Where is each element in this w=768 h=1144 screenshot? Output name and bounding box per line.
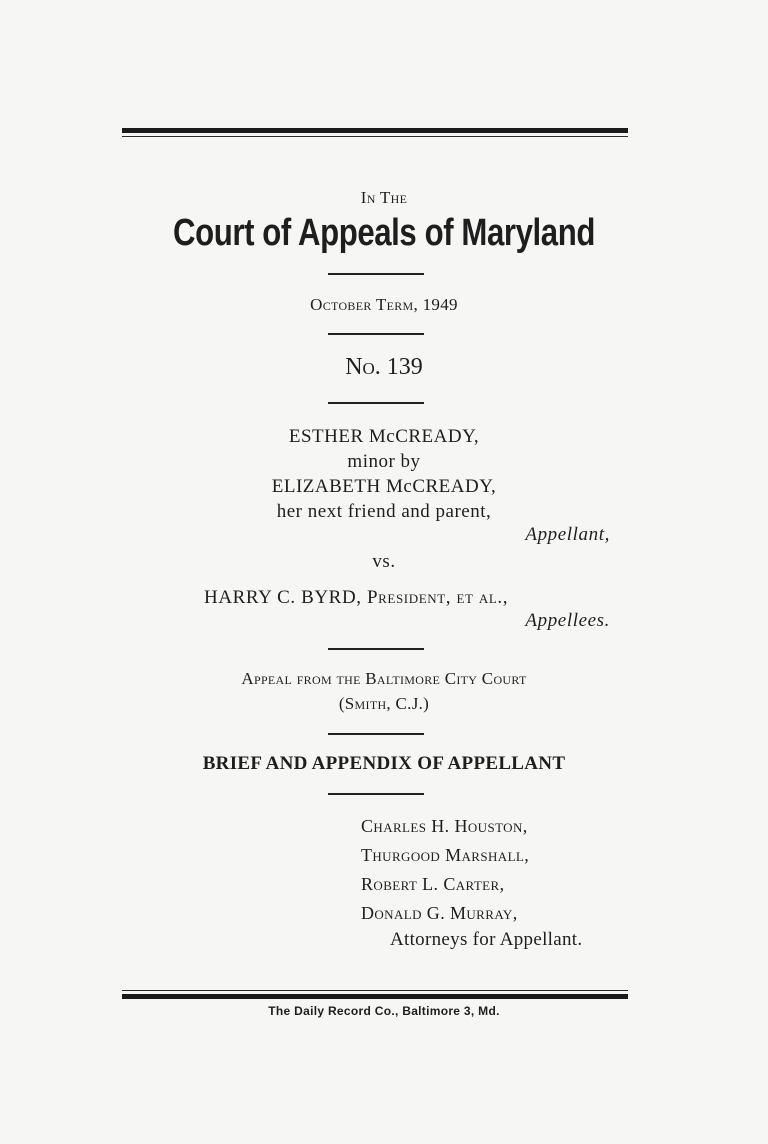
appeal-from-line: Appeal from the Baltimore City Court xyxy=(241,669,527,688)
attorneys-role: Attorneys for Appellant. xyxy=(390,929,583,950)
term-label: October Term, 1949 xyxy=(310,295,458,314)
top-thin-rule xyxy=(122,136,628,137)
appellant-guardian-relation: her next friend and parent, xyxy=(276,501,492,522)
separator-3 xyxy=(328,402,424,404)
appellant-minor-by: minor by xyxy=(347,451,421,472)
attorney-name-4: Donald G. Murray, xyxy=(361,903,518,923)
brief-title: BRIEF AND APPENDIX OF APPELLANT xyxy=(202,753,566,774)
attorney-name-2: Thurgood Marshall, xyxy=(361,845,530,865)
in-the-label: In The xyxy=(360,188,408,207)
printer-credit: The Daily Record Co., Baltimore 3, Md. xyxy=(268,1004,500,1018)
appellant-role: Appellant, xyxy=(525,524,610,545)
separator-2 xyxy=(328,333,424,335)
top-thick-rule xyxy=(122,128,628,133)
attorney-name-1: Charles H. Houston, xyxy=(361,816,528,836)
attorney-name-3: Robert L. Carter, xyxy=(361,874,505,894)
separator-5 xyxy=(328,733,424,735)
versus-label: vs. xyxy=(372,551,396,572)
appeal-judge-line: (Smith, C.J.) xyxy=(338,694,430,713)
appellee-name xyxy=(204,585,508,610)
separator-6 xyxy=(328,793,424,795)
appellant-name: ESTHER McCREADY, xyxy=(288,426,480,447)
appellant-guardian: ELIZABETH McCREADY, xyxy=(271,476,497,497)
separator-4 xyxy=(328,648,424,650)
court-title: Court of Appeals of Maryland xyxy=(173,212,595,254)
case-number: No. 139 xyxy=(345,354,423,380)
appellee-role: Appellees. xyxy=(525,610,610,631)
separator-1 xyxy=(328,273,424,275)
bottom-thick-rule xyxy=(122,994,628,999)
appellee-text: HARRY C. BYRD, President, et al., xyxy=(204,587,509,608)
bottom-thin-rule xyxy=(122,990,628,991)
court-title-wrap xyxy=(0,212,768,255)
